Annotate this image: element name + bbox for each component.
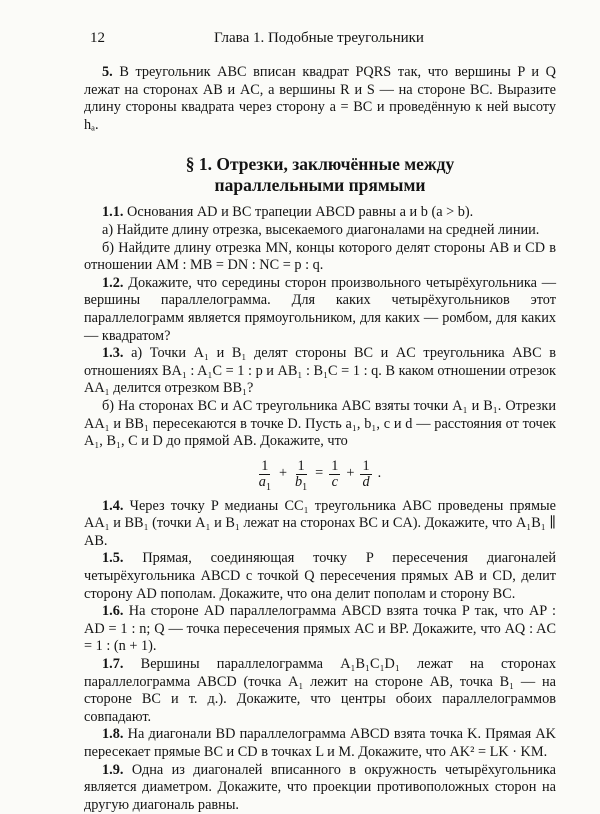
problem-1-3b: б) На сторонах BC и AC треугольника ABC взяты точки A₁ и B₁. Отрезки AA₁ и BB₁ пересекаются в точке D. Пусть a₁, b₁, c и d — расстояния от точек A₁, B₁, C и D до прямой AB. Докажите, что xyxy=(84,397,556,450)
problem-1-2: 1.2. Докажите, что середины сторон произвольного четырёхугольника — вершины параллелограмма. Для каких четырёхугольников этот параллелограмм является прямоугольником, для каких — ромбом, для каких — квадратом? xyxy=(84,274,556,344)
problem-1-3: 1.3. а) Точки A₁ и B₁ делят стороны BC и AC треугольника ABC в отношениях BA₁ : A₁C = 1 : p и AB₁ : B₁C = 1 : q. В каком отношении отрезок AA₁ делится отрезком BB₁? xyxy=(84,345,556,397)
problem-1-9: 1.9. Одна из диагоналей вписанного в окружность четырёхугольника является диаметром. Докажите, что проекции противоположных сторон на другую диагональ равны. xyxy=(84,761,557,813)
problem-1-8: 1.8. На диагонали BD параллелограмма ABCD взята точка K. Прямая AK пересекает прямые BC и CD в точках L и M. Докажите, что AK² = LK · KM. xyxy=(84,726,556,760)
formula: $\frac{1}{a_1}$ + $\frac{1}{b_1}$ = $\frac{1}{c}$ + $\frac{1}{d}$ . xyxy=(258,457,382,493)
section-title: § 1. Отрезки, заключённые между параллельными прямыми xyxy=(185,154,455,196)
problem-1-6: 1.6. На стороне AD параллелограмма ABCD взята точка P так, что AP : AD = 1 : n; Q — точка пересечения прямых AC и BP. Докажите, что AQ : AC = 1 : (n + 1). xyxy=(84,603,557,655)
problem-1-7: 1.7. Вершины параллелограмма A₁B₁C₁D₁ лежат на сторонах параллелограмма ABCD (точка A₁ лежит на стороне AB, точка B₁ — на стороне BC и т. д.). Докажите, что центры обоих параллелограммов совпадают. xyxy=(84,656,557,725)
problem-1-1b: б) Найдите длину отрезка MN, концы которого делят стороны AB и CD в отношении AM : MB = DN : NC = p : q. xyxy=(84,239,556,274)
problem-1-1a: а) Найдите длину отрезка, высекаемого диагоналами на средней линии. xyxy=(102,221,540,238)
running-header: Глава 1. Подобные треугольники xyxy=(214,30,424,46)
problem-1-5: 1.5. Прямая, соединяющая точку P пересечения диагоналей четырёхугольника ABCD с точкой Q пересечения прямых AB и CD, делит сторону AD пополам. Докажите, что она делит пополам и сторону BC. xyxy=(84,550,557,602)
page-number: 12 xyxy=(90,30,105,46)
problem-1-4: 1.4. Через точку P медианы CC₁ треугольника ABC проведены прямые AA₁ и BB₁ (точки A₁ и B₁ лежат на сторонах BC и CA). Докажите, что A₁B₁ ∥ AB. xyxy=(84,497,556,549)
problem-1-1: 1.1. Основания AD и BC трапеции ABCD равны a и b (a > b). xyxy=(102,204,474,221)
page-body xyxy=(84,64,556,814)
problem-5: 5. В треугольник ABC вписан квадрат PQRS так, что вершины P и Q лежат на сторонах AB и AC, а вершины R и S — на стороне BC. Выразите длину стороны квадрата через сторону a = BC и проведённую к ней высоту hₐ. xyxy=(84,64,556,133)
